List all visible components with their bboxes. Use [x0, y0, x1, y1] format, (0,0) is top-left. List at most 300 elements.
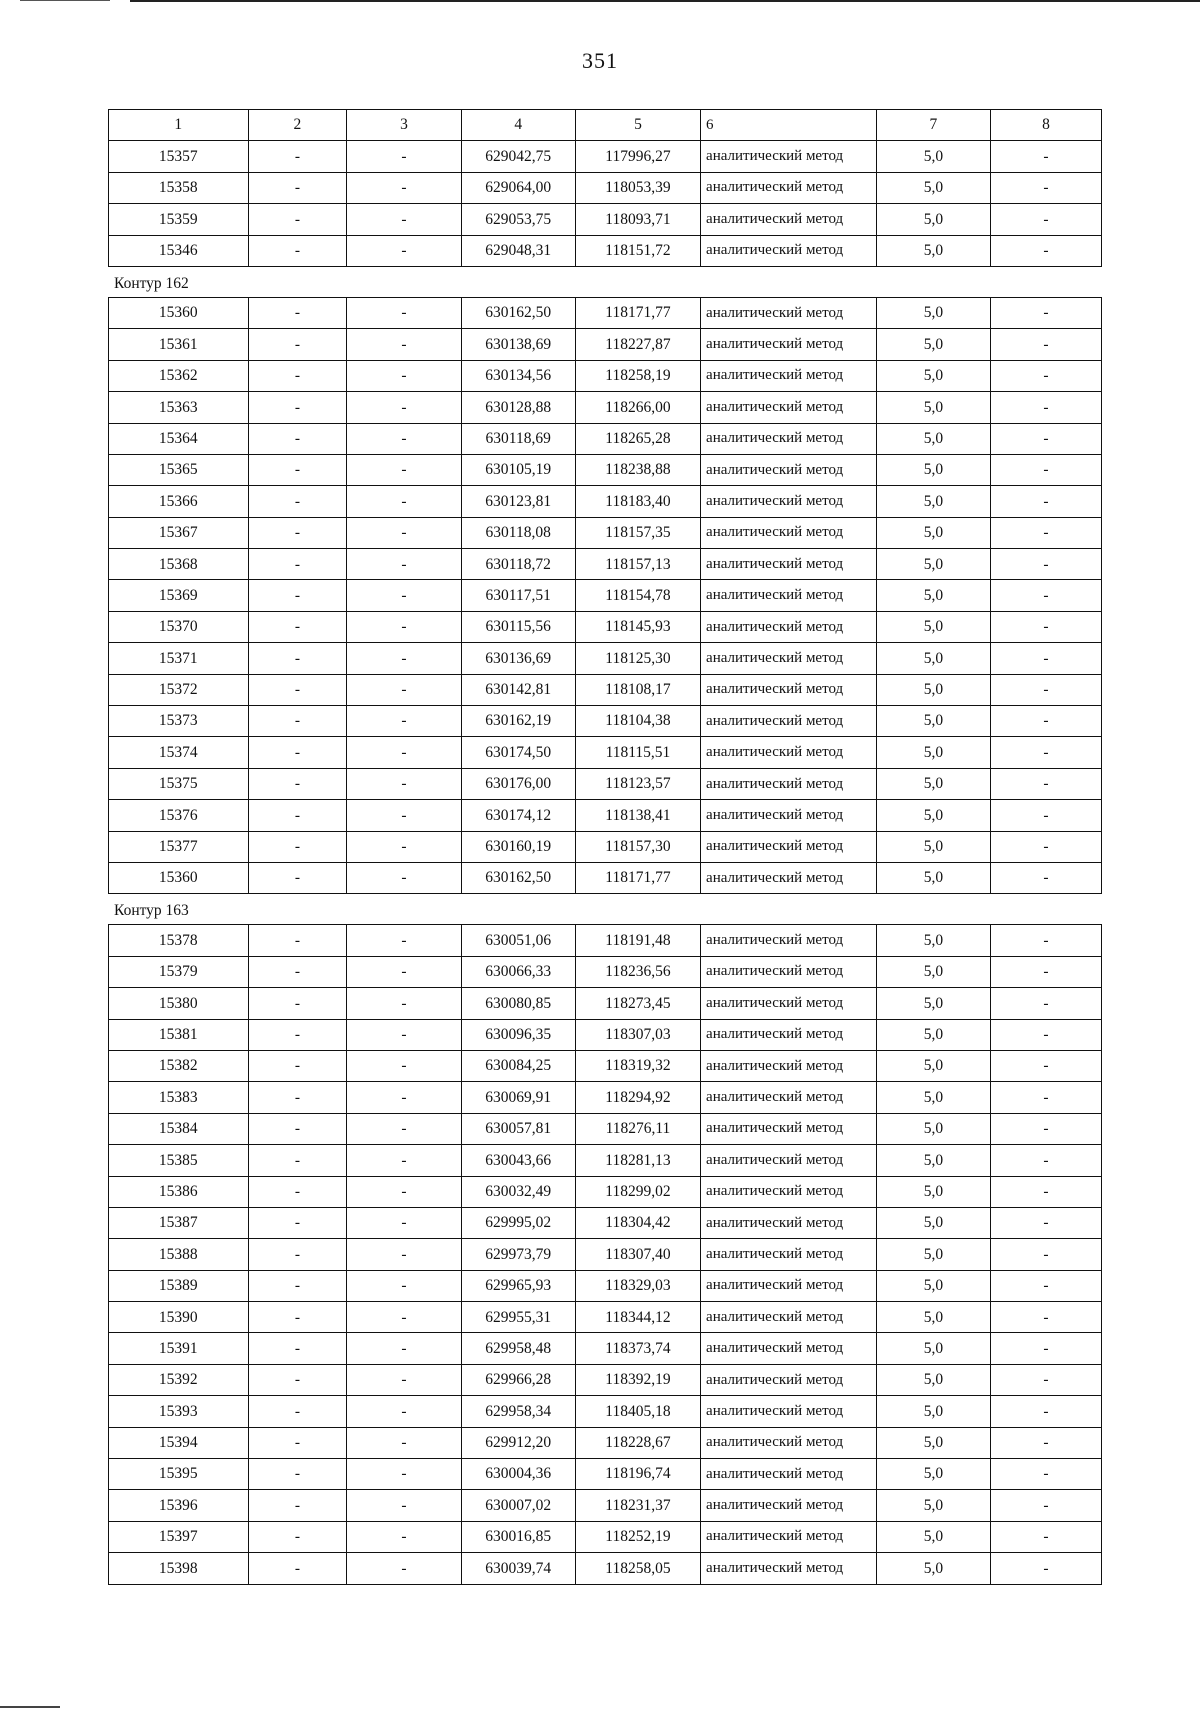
coord-y-cell: 118405,18	[575, 1396, 700, 1427]
col-8-cell: -	[991, 204, 1102, 235]
col-3-cell: -	[347, 1553, 461, 1584]
col-8-cell: -	[991, 1396, 1102, 1427]
method-cell: аналитический метод	[701, 988, 877, 1019]
accuracy-cell: 5,0	[876, 1239, 990, 1270]
coord-x-cell: 630105,19	[461, 454, 575, 485]
col-2-cell: -	[248, 1553, 347, 1584]
col-8-cell: -	[991, 1302, 1102, 1333]
col-3-cell: -	[347, 1113, 461, 1144]
accuracy-cell: 5,0	[876, 1459, 990, 1490]
col-3-cell: -	[347, 925, 461, 956]
method-cell: аналитический метод	[701, 1207, 877, 1238]
table-header-row	[109, 110, 1102, 141]
col-8-cell: -	[991, 1427, 1102, 1458]
method-cell: аналитический метод	[701, 1490, 877, 1521]
col-3-cell: -	[347, 1176, 461, 1207]
table-row	[109, 643, 1102, 674]
coord-x-cell: 630138,69	[461, 329, 575, 360]
col-3-cell: -	[347, 549, 461, 580]
col-3-cell: -	[347, 1364, 461, 1395]
accuracy-cell: 5,0	[876, 737, 990, 768]
col-8-cell: -	[991, 172, 1102, 203]
col-2-cell: -	[248, 1145, 347, 1176]
page-number: 351	[582, 48, 618, 73]
col-8-cell: -	[991, 423, 1102, 454]
col-8-cell: -	[991, 925, 1102, 956]
col-3-cell: -	[347, 486, 461, 517]
table-row	[109, 1176, 1102, 1207]
col-8-cell: -	[991, 1050, 1102, 1081]
method-cell: аналитический метод	[701, 172, 877, 203]
col-8-cell: -	[991, 988, 1102, 1019]
table-row	[109, 517, 1102, 548]
coord-x-cell: 629966,28	[461, 1364, 575, 1395]
accuracy-cell: 5,0	[876, 486, 990, 517]
table-row	[109, 580, 1102, 611]
col-3-cell: -	[347, 392, 461, 423]
table-row	[109, 831, 1102, 862]
coord-y-cell: 118191,48	[575, 925, 700, 956]
coord-y-cell: 118227,87	[575, 329, 700, 360]
accuracy-cell: 5,0	[876, 643, 990, 674]
col-3-cell: -	[347, 1082, 461, 1113]
col-2-cell: -	[248, 1176, 347, 1207]
col-3-cell: -	[347, 1270, 461, 1301]
method-cell: аналитический метод	[701, 1521, 877, 1552]
coord-y-cell: 118196,74	[575, 1459, 700, 1490]
coord-y-cell: 118344,12	[575, 1302, 700, 1333]
col-8-cell: -	[991, 862, 1102, 893]
point-number-cell: 15360	[109, 862, 249, 893]
col-2-cell: -	[248, 486, 347, 517]
coord-y-cell: 118171,77	[575, 297, 700, 328]
coord-x-cell: 630174,50	[461, 737, 575, 768]
coord-x-cell: 629958,34	[461, 1396, 575, 1427]
coord-y-cell: 118145,93	[575, 611, 700, 642]
col-2-cell: -	[248, 831, 347, 862]
coord-y-cell: 118258,19	[575, 360, 700, 391]
coord-x-cell: 629955,31	[461, 1302, 575, 1333]
col-8-cell: -	[991, 1019, 1102, 1050]
col-8-cell: -	[991, 1207, 1102, 1238]
coord-x-cell: 630069,91	[461, 1082, 575, 1113]
coord-y-cell: 118307,40	[575, 1239, 700, 1270]
accuracy-cell: 5,0	[876, 706, 990, 737]
method-cell: аналитический метод	[701, 862, 877, 893]
coordinates-table-head	[108, 109, 1102, 267]
col-8-cell: -	[991, 831, 1102, 862]
coord-x-cell: 629912,20	[461, 1427, 575, 1458]
col-8-cell: -	[991, 454, 1102, 485]
col-2-cell: -	[248, 1396, 347, 1427]
col-2-cell: -	[248, 549, 347, 580]
coord-x-cell: 629995,02	[461, 1207, 575, 1238]
col-3-cell: -	[347, 674, 461, 705]
method-cell: аналитический метод	[701, 517, 877, 548]
method-cell: аналитический метод	[701, 235, 877, 266]
coord-x-cell: 630080,85	[461, 988, 575, 1019]
coord-x-cell: 630118,08	[461, 517, 575, 548]
point-number-cell: 15380	[109, 988, 249, 1019]
coord-y-cell: 118171,77	[575, 862, 700, 893]
col-2-cell: -	[248, 172, 347, 203]
col-2-cell: -	[248, 1239, 347, 1270]
col-2-cell: -	[248, 862, 347, 893]
method-cell: аналитический метод	[701, 768, 877, 799]
coord-y-cell: 118266,00	[575, 392, 700, 423]
point-number-cell: 15392	[109, 1364, 249, 1395]
point-number-cell: 15386	[109, 1176, 249, 1207]
col-3-cell: -	[347, 988, 461, 1019]
method-cell: аналитический метод	[701, 831, 877, 862]
coord-y-cell: 118123,57	[575, 768, 700, 799]
table-row	[109, 1270, 1102, 1301]
point-number-cell: 15376	[109, 800, 249, 831]
table-row	[109, 925, 1102, 956]
method-cell: аналитический метод	[701, 1050, 877, 1081]
col-2-cell: -	[248, 1427, 347, 1458]
col-8-cell: -	[991, 392, 1102, 423]
point-number-cell: 15374	[109, 737, 249, 768]
coord-x-cell: 630004,36	[461, 1459, 575, 1490]
accuracy-cell: 5,0	[876, 611, 990, 642]
coord-y-cell: 118373,74	[575, 1333, 700, 1364]
accuracy-cell: 5,0	[876, 925, 990, 956]
point-number-cell: 15388	[109, 1239, 249, 1270]
coord-x-cell: 629042,75	[461, 141, 575, 172]
contour-label: Контур 162	[114, 274, 189, 292]
table-row	[109, 235, 1102, 266]
coord-y-cell: 118115,51	[575, 737, 700, 768]
col-3-cell: -	[347, 1427, 461, 1458]
method-cell: аналитический метод	[701, 1333, 877, 1364]
accuracy-cell: 5,0	[876, 1050, 990, 1081]
accuracy-cell: 5,0	[876, 172, 990, 203]
accuracy-cell: 5,0	[876, 956, 990, 987]
coord-y-cell: 118276,11	[575, 1113, 700, 1144]
col-2-cell: -	[248, 1364, 347, 1395]
table-row	[109, 1145, 1102, 1176]
coord-x-cell: 629965,93	[461, 1270, 575, 1301]
method-cell: аналитический метод	[701, 360, 877, 391]
table-row	[109, 141, 1102, 172]
coord-y-cell: 118108,17	[575, 674, 700, 705]
col-3-cell: -	[347, 737, 461, 768]
accuracy-cell: 5,0	[876, 1145, 990, 1176]
col-2-cell: -	[248, 1490, 347, 1521]
point-number-cell: 15395	[109, 1459, 249, 1490]
col-2-cell: -	[248, 454, 347, 485]
col-2-cell: -	[248, 988, 347, 1019]
point-number-cell: 15383	[109, 1082, 249, 1113]
table-row	[109, 1553, 1102, 1584]
accuracy-cell: 5,0	[876, 1427, 990, 1458]
point-number-cell: 15378	[109, 925, 249, 956]
accuracy-cell: 5,0	[876, 392, 990, 423]
point-number-cell: 15367	[109, 517, 249, 548]
accuracy-cell: 5,0	[876, 1553, 990, 1584]
method-cell: аналитический метод	[701, 1176, 877, 1207]
col-8-cell: -	[991, 1113, 1102, 1144]
col-3-cell: -	[347, 297, 461, 328]
table-row	[109, 454, 1102, 485]
coord-x-cell: 630043,66	[461, 1145, 575, 1176]
col-3-cell: -	[347, 423, 461, 454]
table-row	[109, 549, 1102, 580]
col-3-cell: -	[347, 141, 461, 172]
col-8-cell: -	[991, 1176, 1102, 1207]
point-number-cell: 15391	[109, 1333, 249, 1364]
col-8-cell: -	[991, 1490, 1102, 1521]
coord-x-cell: 630007,02	[461, 1490, 575, 1521]
table-row	[109, 1364, 1102, 1395]
coord-y-cell: 117996,27	[575, 141, 700, 172]
coord-x-cell: 4	[461, 110, 575, 141]
col-2-cell: -	[248, 235, 347, 266]
point-number-cell: 15382	[109, 1050, 249, 1081]
col-8-cell: -	[991, 768, 1102, 799]
col-8-cell: -	[991, 1459, 1102, 1490]
point-number-cell: 15372	[109, 674, 249, 705]
accuracy-cell: 5,0	[876, 549, 990, 580]
scan-edge-line-bottom	[0, 1706, 60, 1708]
coord-x-cell: 630117,51	[461, 580, 575, 611]
coord-x-cell: 630128,88	[461, 392, 575, 423]
accuracy-cell: 5,0	[876, 1019, 990, 1050]
method-cell: аналитический метод	[701, 1270, 877, 1301]
col-8-cell: -	[991, 517, 1102, 548]
col-2-cell: -	[248, 768, 347, 799]
method-cell: аналитический метод	[701, 1364, 877, 1395]
method-cell: аналитический метод	[701, 956, 877, 987]
point-number-cell: 15346	[109, 235, 249, 266]
table-row	[109, 1459, 1102, 1490]
col-8-cell: 8	[991, 110, 1102, 141]
point-number-cell: 15357	[109, 141, 249, 172]
coord-y-cell: 118231,37	[575, 1490, 700, 1521]
point-number-cell: 15373	[109, 706, 249, 737]
accuracy-cell: 5,0	[876, 423, 990, 454]
accuracy-cell: 5,0	[876, 1113, 990, 1144]
method-cell: аналитический метод	[701, 1396, 877, 1427]
col-3-cell: -	[347, 1239, 461, 1270]
method-cell: аналитический метод	[701, 1239, 877, 1270]
accuracy-cell: 5,0	[876, 1333, 990, 1364]
coord-y-cell: 118252,19	[575, 1521, 700, 1552]
col-3-cell: -	[347, 643, 461, 674]
col-2-cell: -	[248, 1459, 347, 1490]
col-3-cell: -	[347, 831, 461, 862]
table-row	[109, 297, 1102, 328]
accuracy-cell: 5,0	[876, 1270, 990, 1301]
method-cell: аналитический метод	[701, 392, 877, 423]
col-2-cell: -	[248, 956, 347, 987]
method-cell: аналитический метод	[701, 1113, 877, 1144]
table-row	[109, 1521, 1102, 1552]
method-cell: аналитический метод	[701, 1427, 877, 1458]
table-row	[109, 800, 1102, 831]
coord-x-cell: 629064,00	[461, 172, 575, 203]
point-number-cell: 15377	[109, 831, 249, 862]
col-2-cell: -	[248, 1333, 347, 1364]
point-number-cell: 15371	[109, 643, 249, 674]
method-cell: аналитический метод	[701, 329, 877, 360]
coord-x-cell: 629053,75	[461, 204, 575, 235]
method-cell: аналитический метод	[701, 297, 877, 328]
point-number-cell: 15385	[109, 1145, 249, 1176]
table-row	[109, 172, 1102, 203]
coord-x-cell: 629973,79	[461, 1239, 575, 1270]
point-number-cell: 15361	[109, 329, 249, 360]
method-cell: аналитический метод	[701, 925, 877, 956]
coord-y-cell: 118265,28	[575, 423, 700, 454]
coord-y-cell: 118319,32	[575, 1050, 700, 1081]
accuracy-cell: 5,0	[876, 454, 990, 485]
coord-x-cell: 630039,74	[461, 1553, 575, 1584]
coord-y-cell: 118392,19	[575, 1364, 700, 1395]
col-3-cell: -	[347, 1145, 461, 1176]
table-row	[109, 486, 1102, 517]
coord-x-cell: 630084,25	[461, 1050, 575, 1081]
table-row	[109, 1239, 1102, 1270]
col-2-cell: -	[248, 674, 347, 705]
coord-y-cell: 118093,71	[575, 204, 700, 235]
table-row	[109, 862, 1102, 893]
coord-y-cell: 118157,35	[575, 517, 700, 548]
accuracy-cell: 5,0	[876, 831, 990, 862]
point-number-cell: 1	[109, 110, 249, 141]
col-3-cell: -	[347, 1521, 461, 1552]
point-number-cell: 15364	[109, 423, 249, 454]
col-8-cell: -	[991, 486, 1102, 517]
coord-y-cell: 118304,42	[575, 1207, 700, 1238]
coord-x-cell: 630162,50	[461, 297, 575, 328]
coord-y-cell: 118157,13	[575, 549, 700, 580]
table-row	[109, 1019, 1102, 1050]
point-number-cell: 15368	[109, 549, 249, 580]
coord-x-cell: 630123,81	[461, 486, 575, 517]
table-row	[109, 1082, 1102, 1113]
method-cell: аналитический метод	[701, 1553, 877, 1584]
point-number-cell: 15365	[109, 454, 249, 485]
accuracy-cell: 5,0	[876, 1521, 990, 1552]
col-2-cell: -	[248, 925, 347, 956]
col-2-cell: -	[248, 141, 347, 172]
point-number-cell: 15398	[109, 1553, 249, 1584]
col-3-cell: -	[347, 1302, 461, 1333]
coord-y-cell: 118273,45	[575, 988, 700, 1019]
point-number-cell: 15375	[109, 768, 249, 799]
col-8-cell: -	[991, 737, 1102, 768]
accuracy-cell: 5,0	[876, 1364, 990, 1395]
col-8-cell: -	[991, 297, 1102, 328]
coord-x-cell: 629958,48	[461, 1333, 575, 1364]
coord-y-cell: 118228,67	[575, 1427, 700, 1458]
table-row	[109, 423, 1102, 454]
col-3-cell: -	[347, 1050, 461, 1081]
col-2-cell: -	[248, 1082, 347, 1113]
method-cell: аналитический метод	[701, 580, 877, 611]
table-row	[109, 360, 1102, 391]
coordinates-table-contour	[108, 297, 1102, 894]
method-cell: аналитический метод	[701, 800, 877, 831]
method-cell: аналитический метод	[701, 1019, 877, 1050]
point-number-cell: 15369	[109, 580, 249, 611]
point-number-cell: 15379	[109, 956, 249, 987]
col-3-cell: -	[347, 454, 461, 485]
method-cell: аналитический метод	[701, 1145, 877, 1176]
point-number-cell: 15363	[109, 392, 249, 423]
col-8-cell: -	[991, 1082, 1102, 1113]
col-2-cell: -	[248, 360, 347, 391]
col-3-cell: -	[347, 611, 461, 642]
point-number-cell: 15360	[109, 297, 249, 328]
coord-y-cell: 118329,03	[575, 1270, 700, 1301]
point-number-cell: 15381	[109, 1019, 249, 1050]
col-8-cell: -	[991, 800, 1102, 831]
coord-x-cell: 630160,19	[461, 831, 575, 862]
col-2-cell: -	[248, 1019, 347, 1050]
method-cell: аналитический метод	[701, 549, 877, 580]
point-number-cell: 15359	[109, 204, 249, 235]
accuracy-cell: 5,0	[876, 1207, 990, 1238]
col-8-cell: -	[991, 141, 1102, 172]
coord-y-cell: 118299,02	[575, 1176, 700, 1207]
coord-x-cell: 630096,35	[461, 1019, 575, 1050]
table-row	[109, 1302, 1102, 1333]
col-8-cell: -	[991, 1521, 1102, 1552]
coord-y-cell: 118236,56	[575, 956, 700, 987]
col-3-cell: -	[347, 204, 461, 235]
coord-y-cell: 118183,40	[575, 486, 700, 517]
col-2-cell: -	[248, 517, 347, 548]
method-cell: 6	[701, 110, 877, 141]
accuracy-cell: 5,0	[876, 1176, 990, 1207]
accuracy-cell: 5,0	[876, 674, 990, 705]
col-3-cell: -	[347, 1459, 461, 1490]
method-cell: аналитический метод	[701, 1302, 877, 1333]
point-number-cell: 15362	[109, 360, 249, 391]
coord-x-cell: 630118,69	[461, 423, 575, 454]
col-2-cell: -	[248, 580, 347, 611]
coordinates-table-contour	[108, 924, 1102, 1584]
coord-y-cell: 118151,72	[575, 235, 700, 266]
col-8-cell: -	[991, 1145, 1102, 1176]
method-cell: аналитический метод	[701, 141, 877, 172]
col-8-cell: -	[991, 674, 1102, 705]
coord-y-cell: 118125,30	[575, 643, 700, 674]
col-2-cell: -	[248, 1302, 347, 1333]
col-2-cell: -	[248, 1113, 347, 1144]
accuracy-cell: 5,0	[876, 580, 990, 611]
col-8-cell: -	[991, 580, 1102, 611]
accuracy-cell: 5,0	[876, 1082, 990, 1113]
table-row	[109, 768, 1102, 799]
point-number-cell: 15397	[109, 1521, 249, 1552]
table-row	[109, 988, 1102, 1019]
coord-x-cell: 630162,50	[461, 862, 575, 893]
scan-edge-line-left	[20, 0, 110, 1]
method-cell: аналитический метод	[701, 204, 877, 235]
col-3-cell: -	[347, 956, 461, 987]
col-3-cell: -	[347, 1207, 461, 1238]
coord-x-cell: 630134,56	[461, 360, 575, 391]
col-3-cell: -	[347, 172, 461, 203]
point-number-cell: 15389	[109, 1270, 249, 1301]
point-number-cell: 15390	[109, 1302, 249, 1333]
table-row	[109, 1050, 1102, 1081]
table-row	[109, 1333, 1102, 1364]
